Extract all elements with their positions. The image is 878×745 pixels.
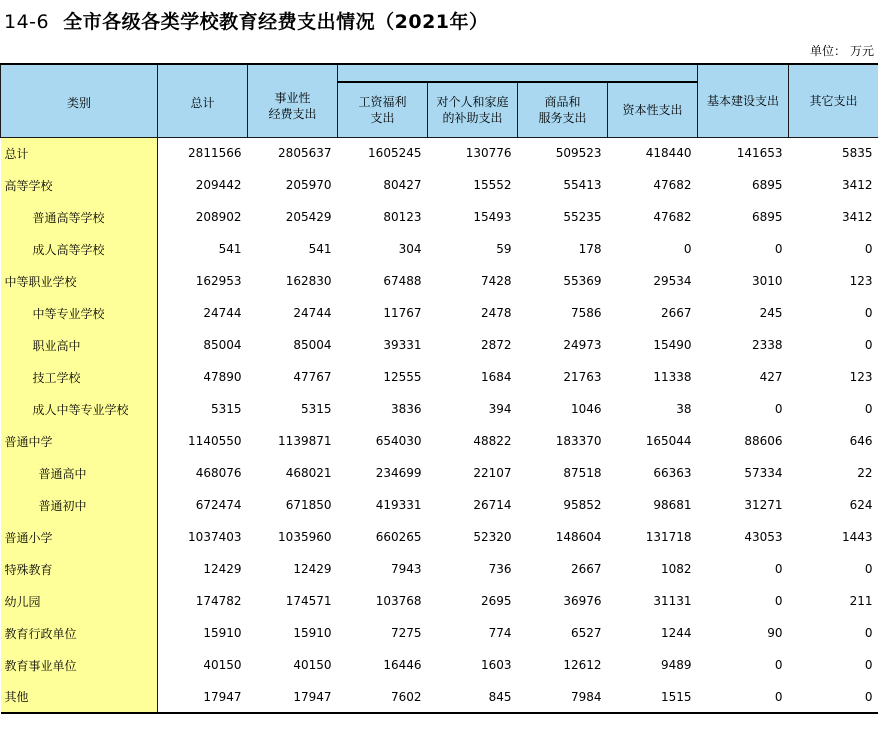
table-row xyxy=(1,393,878,425)
row-value: 131718 xyxy=(645,530,692,544)
row-value: 624 xyxy=(849,498,873,512)
row-value: 95852 xyxy=(563,498,602,512)
row-value: 0 xyxy=(774,242,783,256)
row-value: 2805637 xyxy=(278,146,332,161)
table-row xyxy=(1,649,878,681)
row-value: 671850 xyxy=(285,498,332,512)
table-row xyxy=(1,169,878,201)
row-value: 205429 xyxy=(285,210,332,224)
row-value: 59 xyxy=(496,242,512,256)
row-label: 普通高中 xyxy=(1,457,158,489)
row-label: 普通初中 xyxy=(1,489,158,521)
row-value: 85004 xyxy=(293,338,332,352)
row-value: 15910 xyxy=(203,626,242,640)
table-row xyxy=(1,617,878,649)
row-value: 6527 xyxy=(570,626,602,640)
table-row xyxy=(1,233,878,265)
row-value: 47767 xyxy=(293,370,332,384)
row-value: 17947 xyxy=(248,681,338,713)
table-header xyxy=(1,64,878,137)
row-value: 6895 xyxy=(751,210,783,224)
row-value: 0 xyxy=(774,594,783,608)
row-value: 7943 xyxy=(390,562,422,576)
row-value: 5835 xyxy=(841,146,873,161)
row-value: 80427 xyxy=(383,178,422,192)
row-value: 0 xyxy=(774,562,783,576)
row-value: 7586 xyxy=(570,306,602,320)
row-value: 660265 xyxy=(375,530,422,544)
row-value: 38 xyxy=(676,402,692,416)
row-value: 15493 xyxy=(473,210,512,224)
row-value: 1603 xyxy=(480,658,512,672)
row-value: 427 xyxy=(759,370,783,384)
row-label: 中等职业学校 xyxy=(1,265,158,297)
row-value: 85004 xyxy=(203,338,242,352)
row-label: 普通高等学校 xyxy=(1,201,158,233)
row-value: 419331 xyxy=(375,498,422,512)
table-row xyxy=(1,361,878,393)
row-value: 36976 xyxy=(563,594,602,608)
header-other: 其它支出 xyxy=(789,64,878,137)
row-value: 31131 xyxy=(653,594,692,608)
row-value: 47682 xyxy=(653,210,692,224)
header-goods: 商品和 服务支出 xyxy=(518,82,608,137)
row-value: 7602 xyxy=(338,681,428,713)
row-value: 123 xyxy=(849,370,873,384)
row-value: 52320 xyxy=(473,530,512,544)
header-group-blank xyxy=(338,64,698,82)
row-value: 654030 xyxy=(375,434,422,448)
row-value: 7428 xyxy=(480,274,512,288)
row-value: 2667 xyxy=(570,562,602,576)
row-value: 98681 xyxy=(653,498,692,512)
row-value: 9489 xyxy=(660,658,692,672)
row-value: 24973 xyxy=(563,338,602,352)
table-row xyxy=(1,489,878,521)
row-value: 43053 xyxy=(744,530,783,544)
row-value: 1140550 xyxy=(188,434,242,448)
row-value: 0 xyxy=(864,658,873,672)
row-value: 205970 xyxy=(285,178,332,192)
row-value: 12555 xyxy=(383,370,422,384)
row-label: 教育事业单位 xyxy=(1,649,158,681)
row-value: 468021 xyxy=(285,466,332,480)
row-value: 24744 xyxy=(203,306,242,320)
row-value: 394 xyxy=(488,402,512,416)
row-value: 130776 xyxy=(465,146,512,161)
row-value: 22107 xyxy=(473,466,512,480)
row-value: 0 xyxy=(864,402,873,416)
row-value: 509523 xyxy=(555,146,602,161)
row-value: 0 xyxy=(864,338,873,352)
row-value: 87518 xyxy=(563,466,602,480)
row-value: 148604 xyxy=(555,530,602,544)
table-row xyxy=(1,265,878,297)
row-value: 2478 xyxy=(480,306,512,320)
row-label: 中等专业学校 xyxy=(1,297,158,329)
row-value: 3412 xyxy=(841,178,873,192)
table-title: 全市各级各类学校教育经费支出情况（2021年） xyxy=(63,11,489,33)
row-value: 31271 xyxy=(744,498,783,512)
header-operating: 事业性 经费支出 xyxy=(248,64,338,137)
row-value: 66363 xyxy=(653,466,692,480)
row-label: 教育行政单位 xyxy=(1,617,158,649)
row-value: 1046 xyxy=(570,402,602,416)
row-value: 1605245 xyxy=(368,146,422,161)
row-value: 88606 xyxy=(744,434,783,448)
header-total: 总计 xyxy=(158,64,248,137)
table-row xyxy=(1,297,878,329)
row-value: 2338 xyxy=(751,338,783,352)
unit-label: 单位： xyxy=(809,44,846,58)
header-individual: 对个人和家庭 的补助支出 xyxy=(428,82,518,137)
row-value: 165044 xyxy=(645,434,692,448)
row-value: 15910 xyxy=(293,626,332,640)
row-value: 17947 xyxy=(158,681,248,713)
row-value: 0 xyxy=(864,626,873,640)
row-value: 468076 xyxy=(195,466,242,480)
row-value: 0 xyxy=(789,681,878,713)
row-value: 541 xyxy=(308,242,332,256)
row-value: 1515 xyxy=(608,681,698,713)
row-label: 高等学校 xyxy=(1,169,158,201)
row-value: 11767 xyxy=(383,306,422,320)
row-value: 2811566 xyxy=(188,146,242,161)
row-value: 80123 xyxy=(383,210,422,224)
row-value: 29534 xyxy=(653,274,692,288)
row-value: 123 xyxy=(849,274,873,288)
row-value: 67488 xyxy=(383,274,422,288)
unit-value: 万元 xyxy=(849,44,874,58)
row-value: 55369 xyxy=(563,274,602,288)
table-row xyxy=(1,329,878,361)
header-category: 类别 xyxy=(1,64,158,137)
row-value: 1684 xyxy=(480,370,512,384)
row-value: 646 xyxy=(849,434,873,448)
row-value: 304 xyxy=(398,242,422,256)
row-value: 55413 xyxy=(563,178,602,192)
table-row xyxy=(1,681,878,713)
row-value: 2872 xyxy=(480,338,512,352)
row-label: 成人中等专业学校 xyxy=(1,393,158,425)
row-value: 2695 xyxy=(480,594,512,608)
row-label: 技工学校 xyxy=(1,361,158,393)
row-value: 15490 xyxy=(653,338,692,352)
row-value: 0 xyxy=(864,562,873,576)
table-row xyxy=(1,201,878,233)
row-value: 11338 xyxy=(653,370,692,384)
row-label: 特殊教育 xyxy=(1,553,158,585)
row-value: 736 xyxy=(488,562,512,576)
expenditure-table xyxy=(0,63,878,714)
table-row xyxy=(1,457,878,489)
row-value: 2667 xyxy=(660,306,692,320)
row-label: 其他 xyxy=(1,681,158,713)
row-value: 12429 xyxy=(293,562,332,576)
table-row xyxy=(1,425,878,457)
row-value: 845 xyxy=(428,681,518,713)
row-value: 3010 xyxy=(751,274,783,288)
row-value: 103768 xyxy=(375,594,422,608)
row-value: 12612 xyxy=(563,658,602,672)
row-value: 0 xyxy=(774,658,783,672)
row-value: 40150 xyxy=(203,658,242,672)
row-value: 7984 xyxy=(518,681,608,713)
row-value: 209442 xyxy=(195,178,242,192)
row-value: 5315 xyxy=(210,402,242,416)
row-value: 7275 xyxy=(390,626,422,640)
row-value: 1244 xyxy=(660,626,692,640)
row-value: 0 xyxy=(864,306,873,320)
row-value: 24744 xyxy=(293,306,332,320)
table-row xyxy=(1,137,878,169)
row-value: 16446 xyxy=(383,658,422,672)
row-value: 39331 xyxy=(383,338,422,352)
row-value: 15552 xyxy=(473,178,512,192)
row-value: 1082 xyxy=(660,562,692,576)
row-value: 211 xyxy=(849,594,873,608)
row-value: 1035960 xyxy=(278,530,332,544)
row-value: 40150 xyxy=(293,658,332,672)
row-value: 0 xyxy=(864,242,873,256)
header-construction: 基本建设支出 xyxy=(698,64,789,137)
row-value: 183370 xyxy=(555,434,602,448)
page-title xyxy=(4,7,489,34)
row-value: 162953 xyxy=(195,274,242,288)
table-row xyxy=(1,585,878,617)
row-value: 541 xyxy=(218,242,242,256)
row-label: 成人高等学校 xyxy=(1,233,158,265)
table-row xyxy=(1,521,878,553)
row-value: 141653 xyxy=(736,146,783,161)
row-value: 6895 xyxy=(751,178,783,192)
row-value: 48822 xyxy=(473,434,512,448)
row-value: 0 xyxy=(683,242,692,256)
row-value: 5315 xyxy=(300,402,332,416)
row-value: 178 xyxy=(578,242,602,256)
row-value: 47682 xyxy=(653,178,692,192)
row-value: 672474 xyxy=(195,498,242,512)
header-capital: 资本性支出 xyxy=(608,82,698,137)
row-value: 162830 xyxy=(285,274,332,288)
row-value: 12429 xyxy=(203,562,242,576)
row-value: 55235 xyxy=(563,210,602,224)
row-value: 22 xyxy=(857,466,873,480)
table-number: 14-6 xyxy=(4,11,50,33)
row-value: 174782 xyxy=(195,594,242,608)
row-value: 245 xyxy=(759,306,783,320)
row-value: 0 xyxy=(774,402,783,416)
row-value: 208902 xyxy=(195,210,242,224)
unit-note xyxy=(810,42,874,59)
row-label: 普通中学 xyxy=(1,425,158,457)
row-value: 3836 xyxy=(390,402,422,416)
row-value: 234699 xyxy=(375,466,422,480)
row-label: 普通小学 xyxy=(1,521,158,553)
header-wages: 工资福利 支出 xyxy=(338,82,428,137)
row-value: 3412 xyxy=(841,210,873,224)
row-value: 90 xyxy=(767,626,783,640)
row-value: 21763 xyxy=(563,370,602,384)
table-body xyxy=(1,137,878,713)
row-label: 幼儿园 xyxy=(1,585,158,617)
row-value: 1139871 xyxy=(278,434,332,448)
row-value: 57334 xyxy=(744,466,783,480)
row-value: 26714 xyxy=(473,498,512,512)
row-label: 职业高中 xyxy=(1,329,158,361)
row-value: 418440 xyxy=(645,146,692,161)
row-value: 47890 xyxy=(203,370,242,384)
row-value: 174571 xyxy=(285,594,332,608)
row-value: 774 xyxy=(488,626,512,640)
row-value: 0 xyxy=(698,681,789,713)
table-row xyxy=(1,553,878,585)
row-label: 总计 xyxy=(1,137,158,169)
row-value: 1443 xyxy=(841,530,873,544)
row-value: 1037403 xyxy=(188,530,242,544)
